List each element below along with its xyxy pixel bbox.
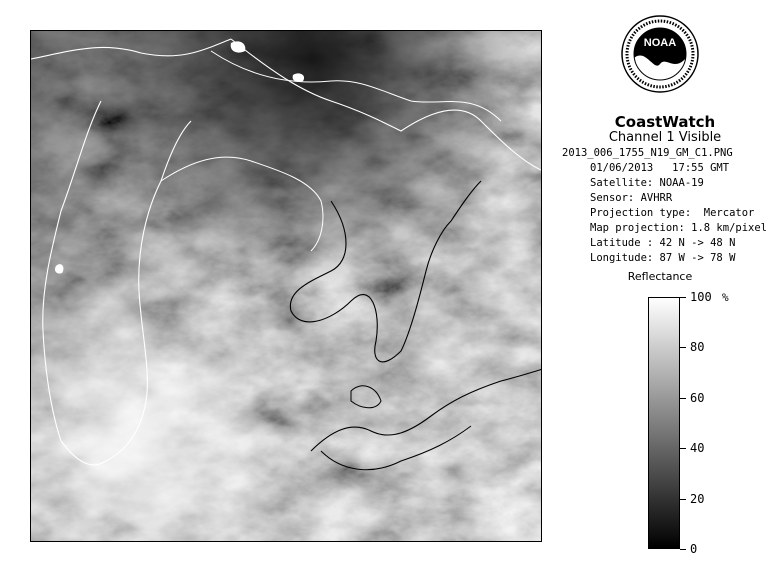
colorbar-tick [680, 347, 686, 348]
filename-label: 2013_006_1755_N19_GM_C1.PNG [562, 147, 733, 159]
satellite-label: Satellite: NOAA-19 [590, 177, 704, 189]
latitude-label: Latitude : 42 N -> 48 N [590, 237, 736, 249]
sensor-label: Sensor: AVHRR [590, 192, 673, 204]
datetime-label: 01/06/2013 17:55 GMT [590, 162, 730, 174]
colorbar-tick-label: 40 [690, 441, 705, 455]
projection-type-label: Projection type: Mercator [590, 207, 755, 219]
colorbar-unit: % [722, 291, 729, 304]
colorbar-tick [680, 499, 686, 500]
metadata-block [562, 146, 777, 266]
colorbar-tick [680, 448, 686, 449]
colorbar-tick [680, 398, 686, 399]
colorbar-tick-label: 100 [690, 290, 712, 304]
satellite-image [30, 30, 542, 542]
colorbar-tick-label: 60 [690, 391, 705, 405]
colorbar-tick-label: 80 [690, 340, 705, 354]
longitude-label: Longitude: 87 W -> 78 W [590, 252, 736, 264]
colorbar [648, 297, 680, 549]
channel-label: Channel 1 Visible [608, 130, 722, 145]
map-projection-label: Map projection: 1.8 km/pixel [590, 222, 768, 234]
colorbar-tick-label: 0 [690, 542, 698, 556]
colorbar-tick [680, 297, 686, 298]
svg-text:NOAA: NOAA [643, 37, 677, 49]
noaa-logo [620, 14, 700, 94]
colorbar-tick [680, 549, 686, 550]
product-title: CoastWatch [614, 113, 716, 131]
colorbar-tick-label: 20 [690, 492, 705, 506]
colorbar-title: Reflectance [627, 270, 693, 283]
